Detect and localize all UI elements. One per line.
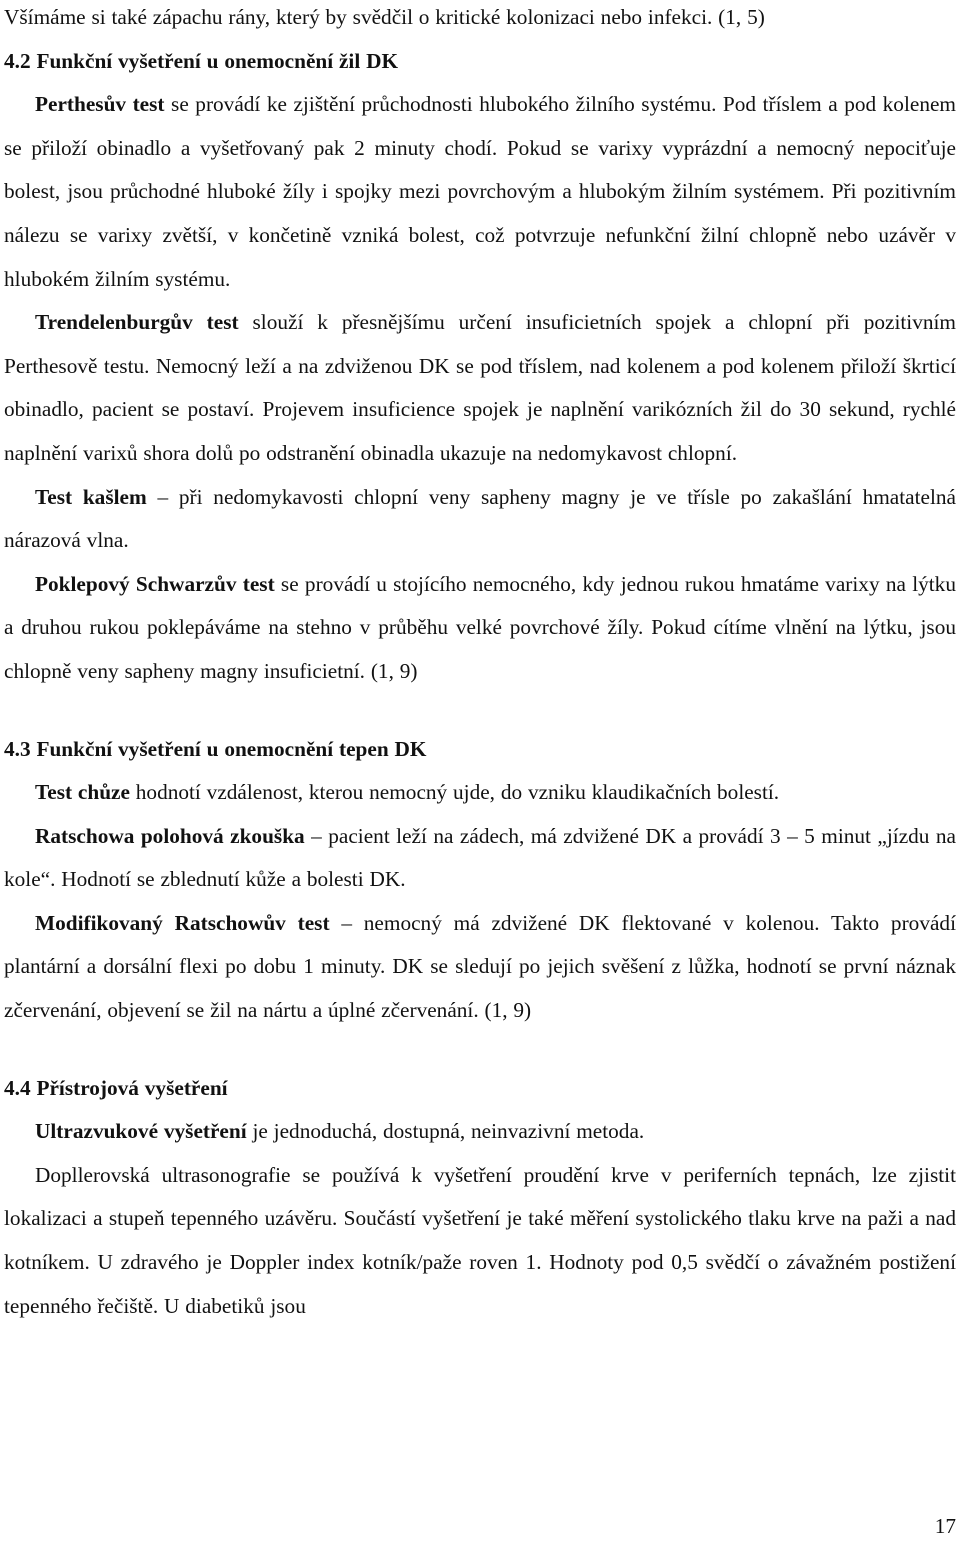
modified-ratschow-term: Modifikovaný Ratschowův test (35, 910, 330, 935)
cough-test-text: – při nedomykavosti chlopní veny sapheny magny je ve třísle po zakašlání hmatatelná nárazová vlna. (4, 484, 956, 553)
ultrasound-term: Ultrazvukové vyšetření (35, 1119, 247, 1144)
page-number: 17 (934, 1514, 956, 1538)
trendelenburg-text: slouží k přesnějšímu určení insuficietních spojek a chlopní při pozitivním Perthesově testu. Nemocný leží a na zdviženou DK se pod tříslem, nad kolenem a pod kolenem přiloží škrticí obinadlo, pacient se postaví. Projevem insuficience spojek je naplnění varikózních žil do 30 sekund, rychlé naplnění varixů shora dolů po odstranění obinadla ukazuje na nedomykavost chlopní. (4, 310, 956, 465)
walk-test-paragraph (4, 771, 956, 815)
schwarz-term: Poklepový Schwarzův test (35, 571, 275, 596)
modified-ratschow-text: – nemocný má zdvižené DK flektované v kolenou. Takto provádí plantární a dorsální flexi po dobu 1 minuty. DK se sledují po jejich svěšení z lůžka, hodnotí se první náznak zčervenání, objevení se žil na nártu a úplné zčervenání. (1, 9) (4, 910, 956, 1023)
ultrasound-text: je jednoduchá, dostupná, neinvazivní metoda. (246, 1119, 645, 1144)
section-heading-4-3: 4.3 Funkční vyšetření u onemocnění tepen DK (4, 736, 427, 761)
doppler-paragraph: Dopllerovská ultrasonografie se používá k vyšetření proudění krve v periferních tepnách, lze zjistit lokalizaci a stupeň tepenného uzávěru. Součástí vyšetření je také měření systolického tlaku krve na paži a nad kotníkem. U zdravého je Doppler index kotník/paže roven 1. Hodnoty pod 0,5 svědčí o závažném postižení tepenného řečiště. U diabetiků jsou (4, 1162, 956, 1318)
ultrasound-paragraph (4, 1110, 956, 1154)
document-page (4, 0, 956, 1328)
schwarz-paragraph (4, 563, 956, 694)
cough-test-paragraph (4, 476, 956, 563)
ratschow-paragraph (4, 815, 956, 902)
perthes-term: Perthesův test (35, 92, 165, 117)
trendelenburg-paragraph (4, 301, 956, 475)
walk-test-text: hodnotí vzdálenost, kterou nemocný ujde, do vzniku klaudikačních bolestí. (129, 780, 780, 805)
section-heading-4-4: 4.4 Přístrojová vyšetření (4, 1075, 228, 1100)
trendelenburg-term: Trendelenburgův test (35, 310, 239, 335)
schwarz-text: se provádí u stojícího nemocného, kdy jednou rukou hmatáme varixy na lýtku a druhou rukou poklepáváme na stehno v průběhu velké povrchové žíly. Pokud cítíme vlnění na lýtku, jsou chlopně veny sapheny magny insuficietní. (1, 9) (4, 571, 956, 683)
modified-ratschow-paragraph (4, 902, 956, 1033)
ratschow-text: – pacient leží na zádech, má zdvižené DK a provádí 3 – 5 minut „jízdu na kole“. Hodnotí se zblednutí kůže a bolesti DK. (4, 823, 956, 892)
perthes-text: se provádí ke zjištění průchodnosti hlubokého žilního systému. Pod tříslem a pod kolenem se přiloží obinadlo a vyšetřovaný pak 2 minuty chodí. Pokud se varixy vyprázdní a nemocný nepociťuje bolest, jsou průchodné hluboké žíly i spojky mezi povrchovým a hlubokým žilním systémem. Při pozitivním nálezu se varixy zvětší, v končetině vzniká bolest, což potvrzuje nefunkční žilní chlopně nebo uzávěr v hlubokém žilním systému. (4, 92, 956, 291)
walk-test-term: Test chůze (35, 780, 130, 805)
ratschow-term: Ratschowa polohová zkouška (35, 823, 305, 848)
intro-paragraph: Všímáme si také zápachu rány, který by svědčil o kritické kolonizaci nebo infekci. (1, 5) (4, 5, 765, 29)
perthes-paragraph (4, 83, 956, 301)
section-heading-4-2: 4.2 Funkční vyšetření u onemocnění žil DK (4, 48, 399, 73)
cough-test-term: Test kašlem (35, 484, 147, 509)
